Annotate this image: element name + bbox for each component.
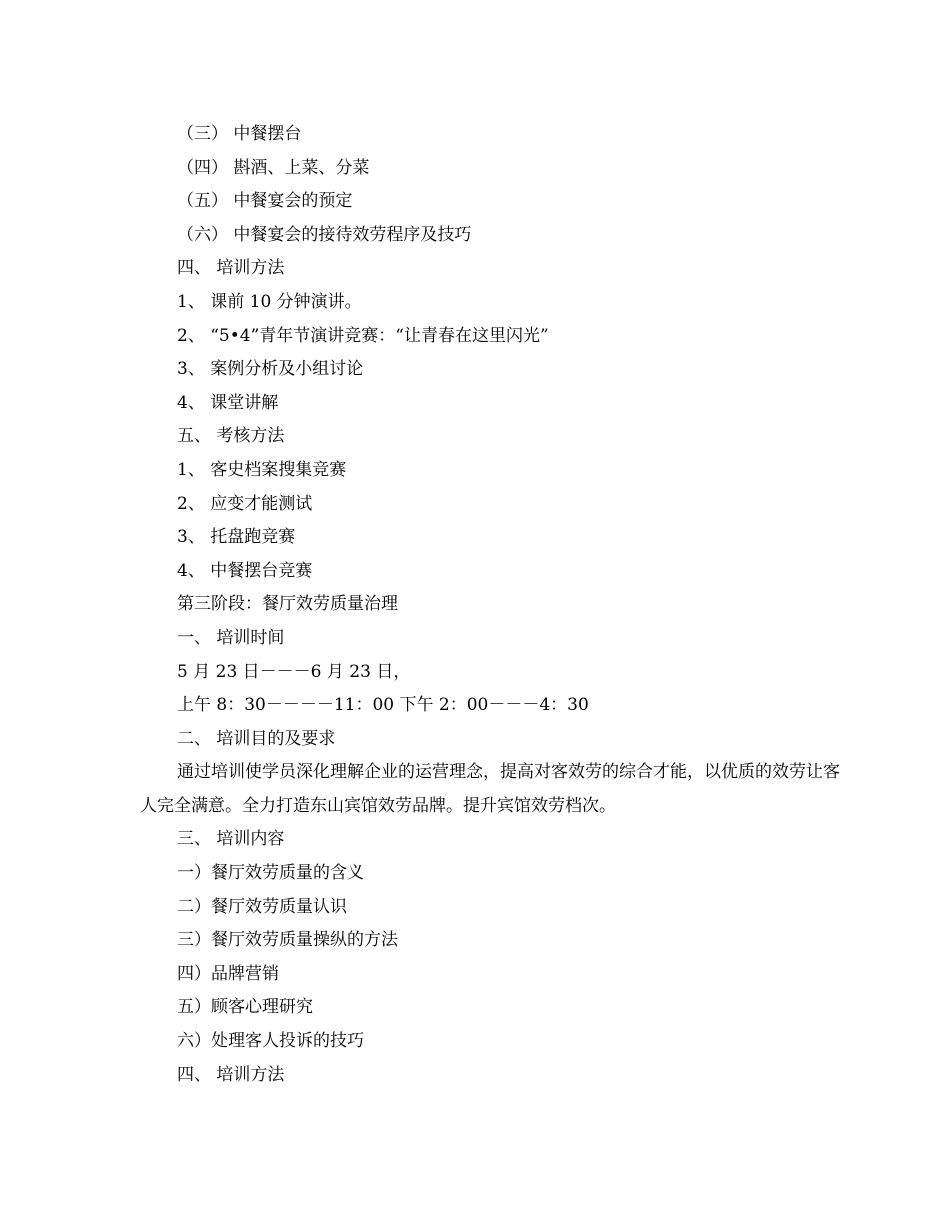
section-heading: 二、 培训目的及要求 <box>177 728 336 749</box>
list-item: 六）处理客人投诉的技巧 <box>177 1031 364 1052</box>
document-body <box>140 118 840 1092</box>
list-item: 五）顾客心理研究 <box>177 997 313 1018</box>
list-item: 二）餐厅效劳质量认识 <box>177 896 347 917</box>
section-heading: 三、 培训内容 <box>177 829 285 850</box>
list-item: 1、 课前 10 分钟演讲。 <box>177 291 362 312</box>
list-item: （三） 中餐摆台 <box>177 124 302 144</box>
list-item: 4、 课堂讲解 <box>177 392 279 413</box>
list-item: 2、 应变才能测试 <box>177 493 313 514</box>
list-item: 1、 客史档案搜集竞赛 <box>177 459 347 480</box>
list-item: 2、 “5•4”青年节演讲竞赛：“让青春在这里闪光” <box>177 325 549 346</box>
list-item: 一）餐厅效劳质量的含义 <box>177 863 364 884</box>
list-item: 3、 案例分析及小组讨论 <box>177 359 364 380</box>
list-item: 四）品牌营销 <box>177 963 279 984</box>
list-item: （六） 中餐宴会的接待效劳程序及技巧 <box>177 224 472 245</box>
list-item: 4、 中餐摆台竞赛 <box>177 560 313 581</box>
stage-heading: 第三阶段：餐厅效劳质量治理 <box>177 594 398 615</box>
list-item: （五） 中餐宴会的预定 <box>177 191 353 212</box>
list-item: （四） 斟酒、上菜、分菜 <box>177 157 370 178</box>
list-item: 3、 托盘跑竞赛 <box>177 527 296 548</box>
section-heading: 一、 培训时间 <box>177 627 285 648</box>
date-range: 5 月 23 日－－－6 月 23 日， <box>177 661 411 682</box>
section-heading: 四、 培训方法 <box>177 1064 285 1085</box>
list-item: 三）餐厅效劳质量操纵的方法 <box>177 930 398 951</box>
time-range: 上午 8：30－－－－11：00 下午 2：00－－－4：30 <box>177 695 589 716</box>
body-paragraph: 通过培训使学员深化理解企业的运营理念，提高对客效劳的综合才能，以优质的效劳让客人完全满意。全力打造东山宾馆效劳品牌。提升宾馆效劳档次。 <box>140 762 840 816</box>
section-heading: 四、 培训方法 <box>177 258 285 279</box>
section-heading: 五、 考核方法 <box>177 426 285 447</box>
